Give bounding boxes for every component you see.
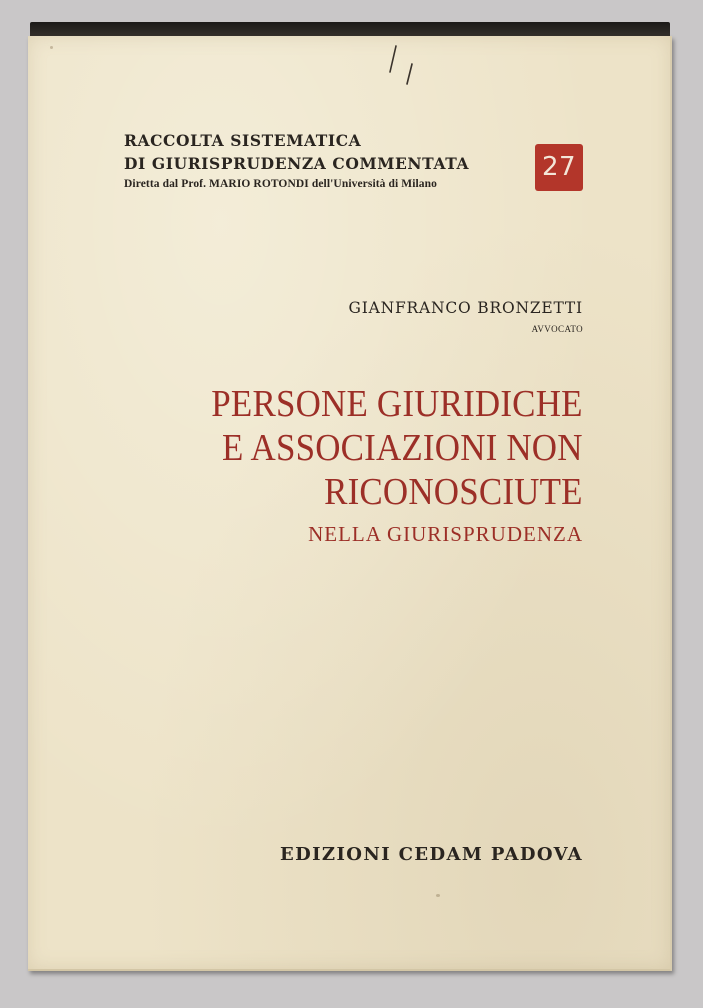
series-block xyxy=(124,129,504,192)
author-role: AVVOCATO xyxy=(531,324,583,334)
volume-number-badge: 27 xyxy=(535,144,583,191)
book-cover xyxy=(28,36,672,971)
pencil-mark-icon xyxy=(382,42,422,86)
book-title xyxy=(179,382,583,548)
author-name: GIANFRANCO BRONZETTI xyxy=(348,299,583,317)
paper-speck xyxy=(436,894,440,897)
title-line-3: RICONOSCIUTE xyxy=(324,471,583,513)
author-block xyxy=(349,298,583,336)
title-line-2: E ASSOCIAZIONI NON xyxy=(222,427,583,469)
series-director: Diretta dal Prof. MARIO ROTONDI dell'Università di Milano xyxy=(124,178,437,190)
series-title-line-1: RACCOLTA SISTEMATICA xyxy=(124,131,362,150)
book-subtitle: NELLA GIURISPRUDENZA xyxy=(308,522,583,546)
publisher-imprint: EDIZIONI CEDAM PADOVA xyxy=(279,844,583,865)
series-title-line-2: DI GIURISPRUDENZA COMMENTATA xyxy=(124,154,470,173)
title-line-1: PERSONE GIURIDICHE xyxy=(211,383,583,425)
paper-speck xyxy=(50,46,53,49)
